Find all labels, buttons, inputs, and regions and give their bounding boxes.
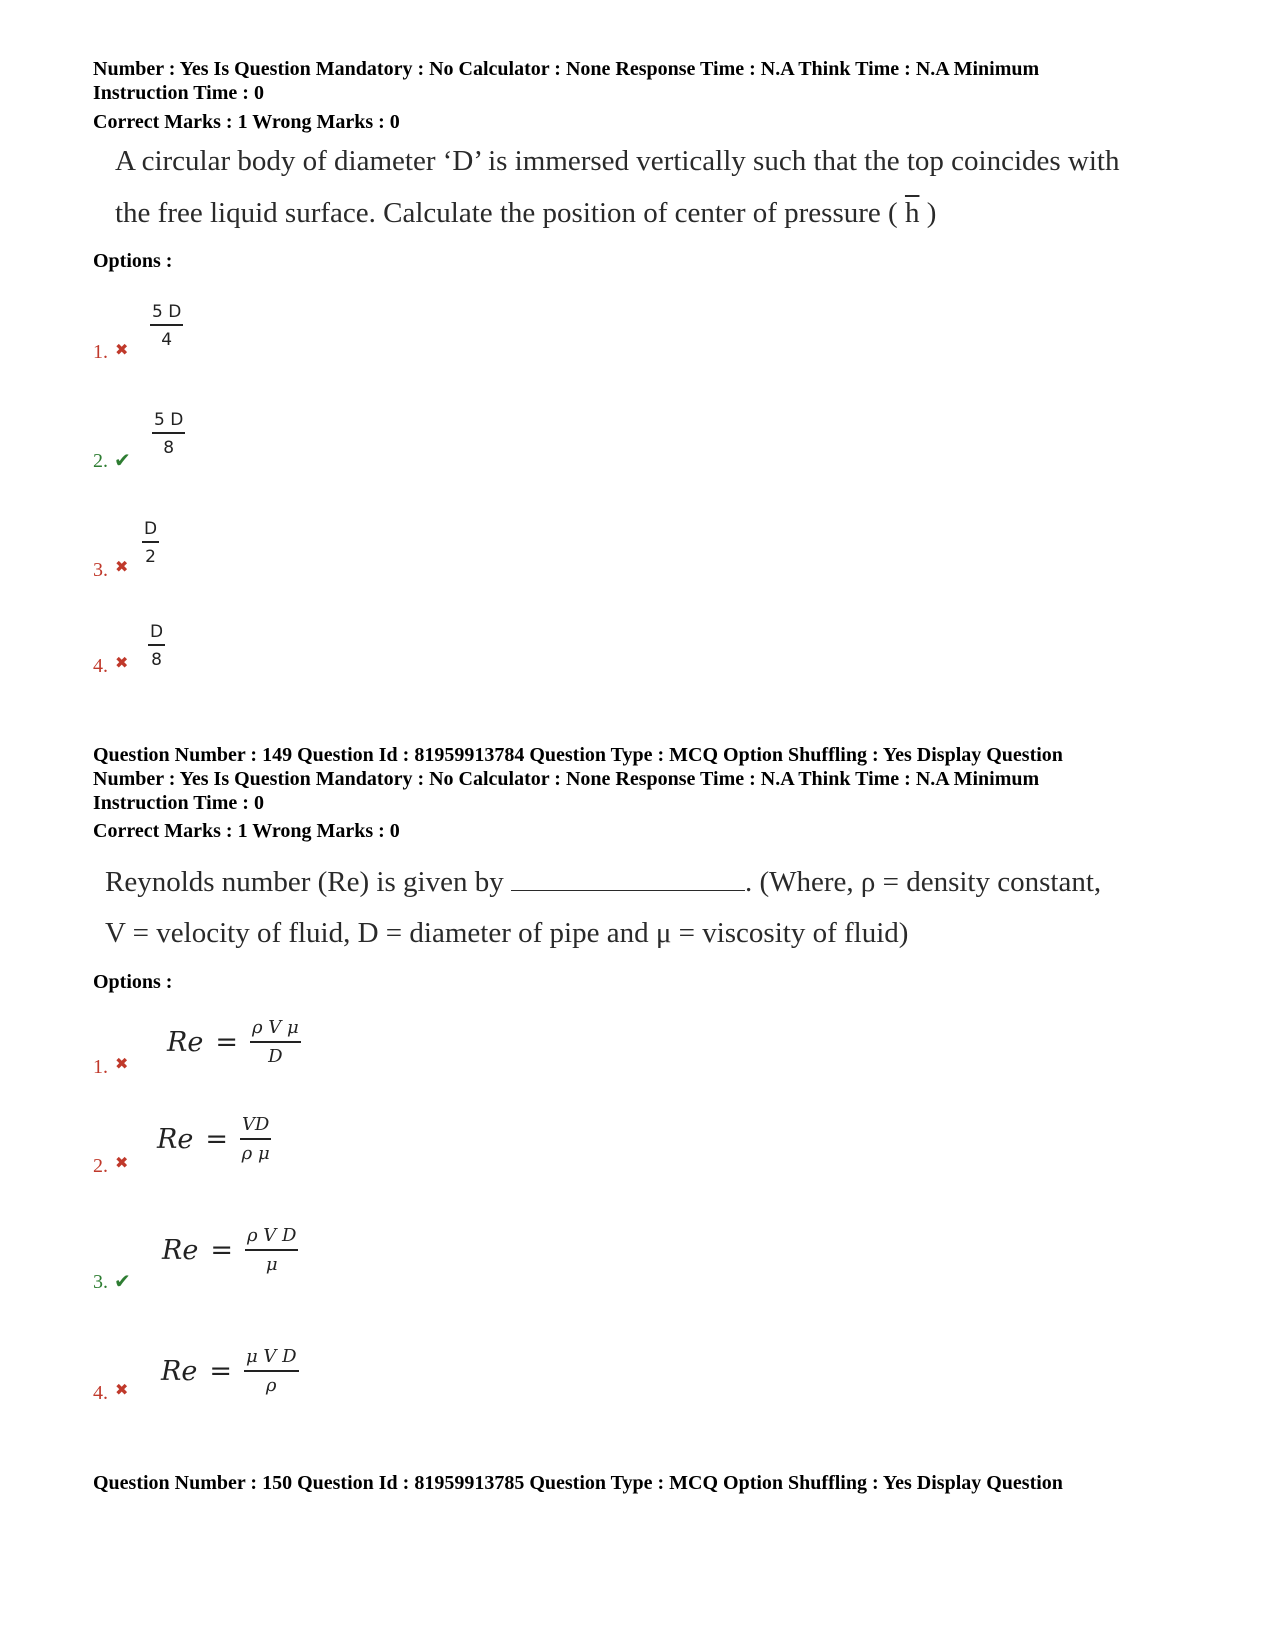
q148-question-line2-end: ) — [919, 197, 937, 229]
q149-option1-equation[interactable] — [167, 1018, 301, 1067]
equals-sign: = — [205, 1124, 228, 1155]
equation-lhs: Re — [161, 1356, 198, 1387]
q150-meta-line1: Question Number : 150 Question Id : 81959913785 Question Type : MCQ Option Shuffling : Yes Display Question — [93, 1472, 1063, 1494]
cross-icon: ✖ — [115, 653, 129, 672]
fraction-numerator: μ V D — [244, 1347, 299, 1372]
q149-question-line2: V = velocity of fluid, D = diameter of pipe and μ = viscosity of fluid) — [105, 917, 909, 949]
equation-fraction — [244, 1347, 299, 1396]
q148-marks: Correct Marks : 1 Wrong Marks : 0 — [93, 111, 400, 133]
q148-option3-number: 3. — [93, 559, 108, 581]
q149-marks: Correct Marks : 1 Wrong Marks : 0 — [93, 820, 400, 842]
fraction-numerator: D — [148, 623, 165, 646]
equation-lhs: Re — [162, 1235, 199, 1266]
q149-meta-line1: Question Number : 149 Question Id : 81959913784 Question Type : MCQ Option Shuffling : Yes Display Question — [93, 744, 1063, 766]
q149-option2-equation[interactable] — [157, 1115, 271, 1164]
q149-option3-number: 3. — [93, 1271, 108, 1293]
equation-fraction — [240, 1115, 271, 1164]
q148-option4-number: 4. — [93, 655, 108, 677]
cross-icon: ✖ — [115, 557, 129, 576]
fraction-denominator: 8 — [163, 438, 175, 458]
fraction-denominator: 4 — [161, 330, 173, 350]
check-icon: ✔ — [114, 1269, 131, 1293]
cross-icon: ✖ — [115, 340, 129, 359]
fraction-denominator: 2 — [145, 547, 156, 567]
q149-question-text-end: . (Where, ρ = density constant, — [744, 866, 1102, 898]
q149-option2-number: 2. — [93, 1155, 108, 1177]
fraction-denominator: μ — [265, 1254, 278, 1275]
equation-fraction — [245, 1226, 298, 1275]
h-bar-symbol: $\overline{h}$ — [904, 197, 920, 229]
q148-question-line1: A circular body of diameter ‘D’ is immersed vertically such that the top coincides with — [115, 145, 1120, 177]
q149-option4-equation[interactable] — [161, 1347, 299, 1396]
check-icon: ✔ — [114, 448, 131, 472]
q149-meta-line3: Instruction Time : 0 — [93, 792, 264, 814]
q148-meta-line2: Instruction Time : 0 — [93, 82, 264, 104]
q148-option2-fraction[interactable] — [152, 411, 185, 457]
q149-question-text: Reynolds number (Re) is given by — [105, 866, 511, 898]
equation-lhs: Re — [167, 1027, 204, 1058]
answer-blank — [511, 868, 745, 891]
cross-icon: ✖ — [115, 1054, 129, 1073]
q148-option1-fraction[interactable] — [150, 303, 183, 349]
equals-sign: = — [210, 1235, 233, 1266]
q149-options-label: Options : — [93, 971, 173, 993]
fraction-numerator: ρ V μ — [250, 1018, 301, 1043]
fraction-denominator: D — [268, 1046, 283, 1067]
q149-meta-line2: Number : Yes Is Question Mandatory : No Calculator : None Response Time : N.A Think Time : N.A Minimum — [93, 768, 1040, 790]
fraction-denominator: 8 — [151, 650, 162, 670]
q149-question-line1 — [105, 866, 1101, 899]
q149-option1-number: 1. — [93, 1056, 108, 1078]
q148-option2-number: 2. — [93, 450, 108, 472]
fraction-numerator: 5 D — [152, 411, 185, 434]
fraction-numerator: D — [142, 520, 159, 543]
q148-option3-fraction[interactable] — [142, 520, 159, 566]
q149-option3-equation[interactable] — [162, 1226, 298, 1275]
equation-lhs: Re — [157, 1124, 194, 1155]
cross-icon: ✖ — [115, 1380, 129, 1399]
fraction-denominator: ρ μ — [241, 1143, 270, 1164]
fraction-numerator: VD — [240, 1115, 271, 1140]
q149-option4-number: 4. — [93, 1382, 108, 1404]
q148-option4-fraction[interactable] — [148, 623, 165, 669]
fraction-denominator: ρ — [265, 1375, 277, 1396]
equals-sign: = — [215, 1027, 238, 1058]
q148-option1-number: 1. — [93, 341, 108, 363]
q148-question-line2-text: the free liquid surface. Calculate the position of center of pressure ( — [115, 197, 905, 229]
equals-sign: = — [209, 1356, 232, 1387]
fraction-numerator: ρ V D — [245, 1226, 298, 1251]
q148-options-label: Options : — [93, 250, 173, 272]
q148-meta-line1: Number : Yes Is Question Mandatory : No Calculator : None Response Time : N.A Think Time : N.A Minimum — [93, 58, 1040, 80]
equation-fraction — [250, 1018, 301, 1067]
fraction-numerator: 5 D — [150, 303, 183, 326]
cross-icon: ✖ — [115, 1153, 129, 1172]
q148-question-line2 — [115, 197, 936, 230]
